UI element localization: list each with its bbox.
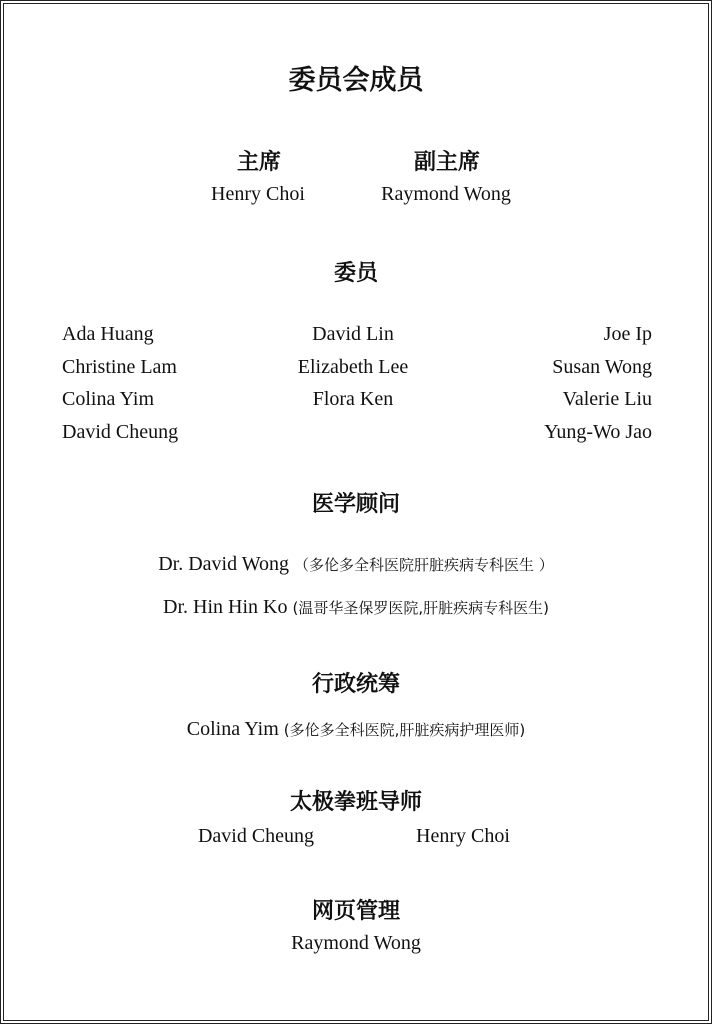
member-name: Joe Ip [603,323,652,345]
vice-chair-name: Raymond Wong [381,183,511,205]
webpage-label: 网页管理 [311,899,400,924]
admin-note: (多伦多全科医院,肝脏疾病护理医师) [283,721,526,739]
member-name: David Lin [312,323,394,345]
member-name: Yung-Wo Jao [544,420,652,443]
chair-name: Henry Choi [211,183,305,205]
page-title: 委员会成员 [288,65,424,96]
advisor-name: Dr. Hin Hin Ko [163,596,288,618]
admin-label: 行政统筹 [311,672,400,697]
member-name: Valerie Liu [562,388,652,410]
advisor-name: Dr. David Wong [158,553,289,575]
member-name: Elizabeth Lee [297,355,409,378]
members-column-1 [62,318,178,448]
advisor-note: (温哥华圣保罗医院,肝脏疾病专科医生) [292,599,549,617]
advisor-row [0,553,712,576]
vice-chair-label: 副主席 [413,150,480,175]
member-name: Flora Ken [312,388,394,410]
medical-advisors-label: 医学顾问 [311,492,400,517]
members-column-2 [253,318,453,416]
member-name: Susan Wong [552,355,652,378]
advisor-row [0,596,712,619]
members-label: 委员 [333,261,378,286]
webpage-manager-name: Raymond Wong [291,932,421,954]
admin-name: Colina Yim [186,718,279,740]
admin-row [0,718,712,741]
member-name: Colina Yim [62,388,155,410]
taichi-instructor-name: Henry Choi [416,825,510,847]
member-name: Ada Huang [62,323,154,345]
member-name: David Cheung [62,420,179,443]
advisor-note: （多伦多全科医院肝脏疾病专科医生 ） [294,556,554,574]
members-column-3 [544,318,652,448]
taichi-label: 太极拳班导师 [289,790,422,815]
member-name: Christine Lam [62,355,177,378]
chair-label: 主席 [236,150,281,175]
taichi-instructor-name: David Cheung [197,825,315,847]
